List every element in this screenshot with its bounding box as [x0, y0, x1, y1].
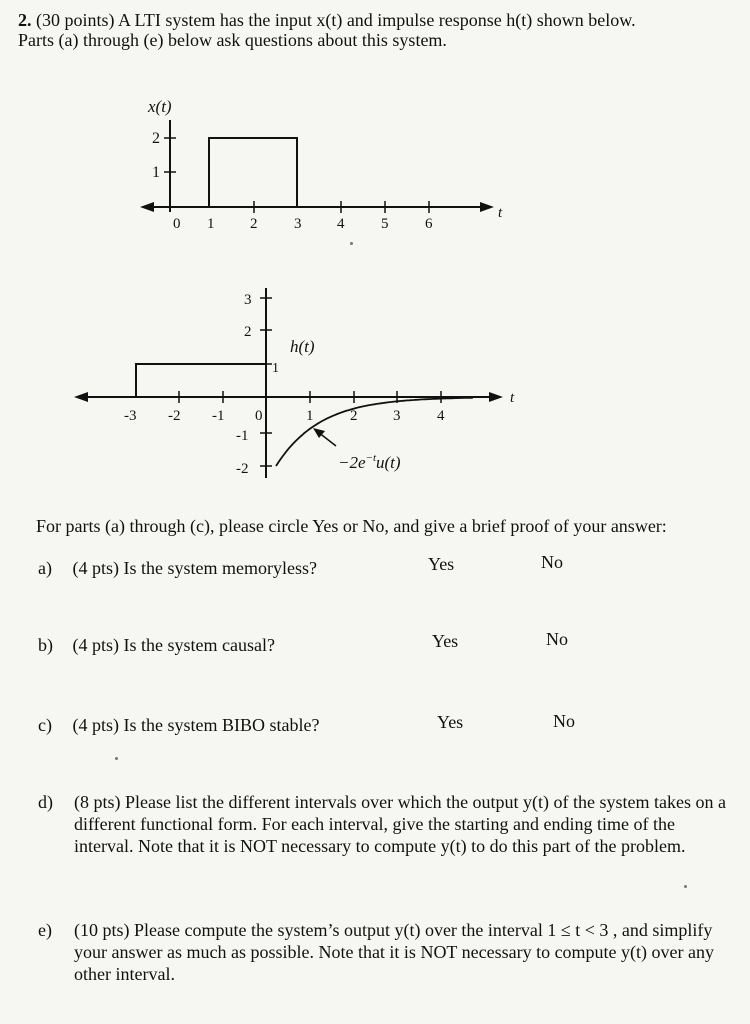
x-plot-label: x(t) [148, 97, 172, 116]
h-plot-xtick-label-1: 1 [306, 408, 314, 424]
x-plot-xtick-label-4: 4 [337, 216, 345, 232]
question-b-no-option[interactable]: No [546, 629, 568, 649]
h-plot-xtick-label-0: 0 [255, 408, 263, 424]
h-plot-ytick-label-1: 1 [272, 361, 279, 376]
h-rect-segment [136, 364, 266, 397]
h-plot-axis-var: t [510, 390, 515, 406]
question-c-yes-option[interactable]: Yes [437, 712, 464, 732]
scan-speck [350, 242, 353, 245]
h-plot-ytick-label-neg2: -2 [236, 461, 249, 477]
x-plot-xtick-label-0: 0 [173, 216, 181, 232]
question-b-yes-option[interactable]: Yes [432, 631, 459, 651]
h-plot-label: h(t) [290, 337, 315, 356]
h-plot-ytick-label-2: 2 [244, 324, 252, 340]
h-plot-xtick-label-neg2: -2 [168, 408, 181, 424]
question-b [38, 634, 275, 656]
h-plot-xtick-label-2: 2 [350, 408, 358, 424]
question-a-label: a) [38, 558, 52, 578]
problem-header-line1: (30 points) A LTI system has the input x(t) and impulse response h(t) shown below. [36, 10, 636, 30]
question-c-no-option[interactable]: No [553, 711, 575, 731]
h-plot-ytick-label-3: 3 [244, 292, 252, 308]
x-plot-xtick-label-2: 2 [250, 216, 258, 232]
instructions-text: For parts (a) through (c), please circle Yes or No, and give a brief proof of your answer: [36, 516, 667, 536]
h-plot-right-arrow-icon [489, 392, 503, 402]
problem-header-line2: Parts (a) through (e) below ask questions about this system. [18, 30, 447, 50]
question-d [38, 791, 738, 857]
x-plot-ytick-label-2: 2 [152, 130, 160, 147]
question-d-label: d) [38, 792, 53, 812]
scan-speck [684, 885, 687, 888]
question-e [38, 919, 738, 985]
question-b-text: (4 pts) Is the system causal? [72, 635, 275, 655]
impulse-response-plot [0, 0, 750, 500]
question-e-text: (10 pts) Please compute the system’s output y(t) over the interval 1 ≤ t < 3 , and simplify your answer as much as possible. Note that it is NOT necessary to compute y(t) over any other interval. [74, 920, 715, 984]
x-plot-xtick-label-5: 5 [381, 216, 389, 232]
x-plot-xtick-label-1: 1 [207, 216, 215, 232]
question-b-label: b) [38, 635, 53, 655]
h-plot-ytick-label-neg1: -1 [236, 428, 249, 444]
question-e-label: e) [38, 920, 52, 940]
x-plot-xtick-label-6: 6 [425, 216, 433, 232]
question-a-yes-option[interactable]: Yes [428, 554, 455, 574]
problem-number: 2. [18, 10, 32, 30]
x-plot-ytick-label-1: 1 [152, 164, 160, 181]
question-a [38, 557, 317, 579]
question-a-no-option[interactable]: No [541, 552, 563, 572]
scan-speck [115, 757, 118, 760]
question-c [38, 714, 319, 736]
h-plot-xtick-label-neg3: -3 [124, 408, 137, 424]
question-c-text: (4 pts) Is the system BIBO stable? [72, 715, 320, 735]
question-a-text: (4 pts) Is the system memoryless? [72, 558, 317, 578]
x-plot-axis-var: t [498, 205, 503, 221]
x-plot-xtick-label-3: 3 [294, 216, 302, 232]
question-d-text: (8 pts) Please list the different intervals over which the output y(t) of the system takes on a different functional form. For each interval, give the starting and ending time of the interval. Note that it is NOT necessary to compute y(t) to do this part of the problem. [74, 792, 727, 856]
h-annotation: $-2e^{-t}u(t)$ [338, 452, 401, 472]
h-plot-left-arrow-icon [74, 392, 88, 402]
h-plot-xtick-label-neg1: -1 [212, 408, 225, 424]
question-c-label: c) [38, 715, 52, 735]
h-plot-xtick-label-3: 3 [393, 408, 401, 424]
h-plot-xtick-label-4: 4 [437, 408, 445, 424]
